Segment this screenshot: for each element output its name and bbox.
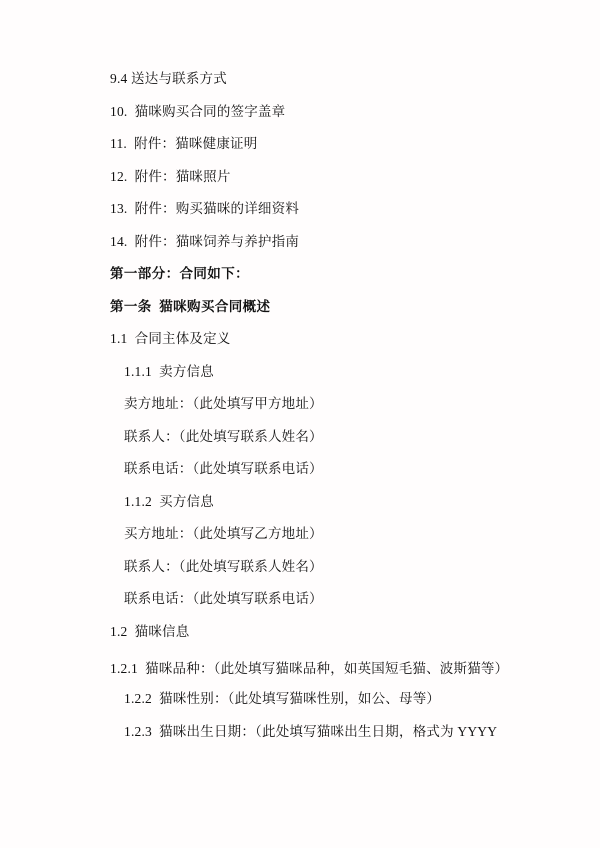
- document-line: 买方地址：（此处填写乙方地址）: [124, 526, 323, 541]
- document-line: 卖方地址：（此处填写甲方地址）: [124, 396, 323, 411]
- document-line: 联系电话：（此处填写联系电话）: [124, 591, 323, 606]
- document-line: 9.4 送达与联系方式: [110, 71, 227, 86]
- document-heading-article-one: 第一条 猫咪购买合同概述: [110, 298, 271, 314]
- document-line: 1.2 猫咪信息: [110, 623, 190, 639]
- document-line: 11. 附件：猫咪健康证明: [110, 136, 258, 151]
- document-line: 1.1.2 买方信息: [124, 493, 214, 509]
- document-line: 联系人：（此处填写联系人姓名）: [124, 428, 323, 444]
- document-line: 13. 附件：购买猫咪的详细资料: [110, 201, 300, 216]
- document-line: 1.1.1 卖方信息: [124, 363, 214, 379]
- document-line: 12. 附件：猫咪照片: [110, 168, 231, 184]
- document-line: 联系电话：（此处填写联系电话）: [124, 461, 323, 476]
- document-line: 14. 附件：猫咪饲养与养护指南: [110, 233, 300, 249]
- document-line: 1.2.1 猫咪品种：（此处填写猫咪品种，如英国短毛猫、波斯猫等）: [110, 661, 509, 676]
- document-heading-part-one: 第一部分：合同如下：: [110, 266, 249, 281]
- document-line: 1.2.3 猫咪出生日期：（此处填写猫咪出生日期，格式为 YYYY: [124, 723, 498, 739]
- document-line: 1.1 合同主体及定义: [110, 331, 231, 346]
- document-body: [110, 72, 514, 738]
- document-line: 1.2.2 猫咪性别：（此处填写猫咪性别，如公、母等）: [124, 691, 441, 707]
- document-line: 10. 猫咪购买合同的签字盖章: [110, 103, 286, 119]
- document-line: 联系人：（此处填写联系人姓名）: [124, 558, 323, 574]
